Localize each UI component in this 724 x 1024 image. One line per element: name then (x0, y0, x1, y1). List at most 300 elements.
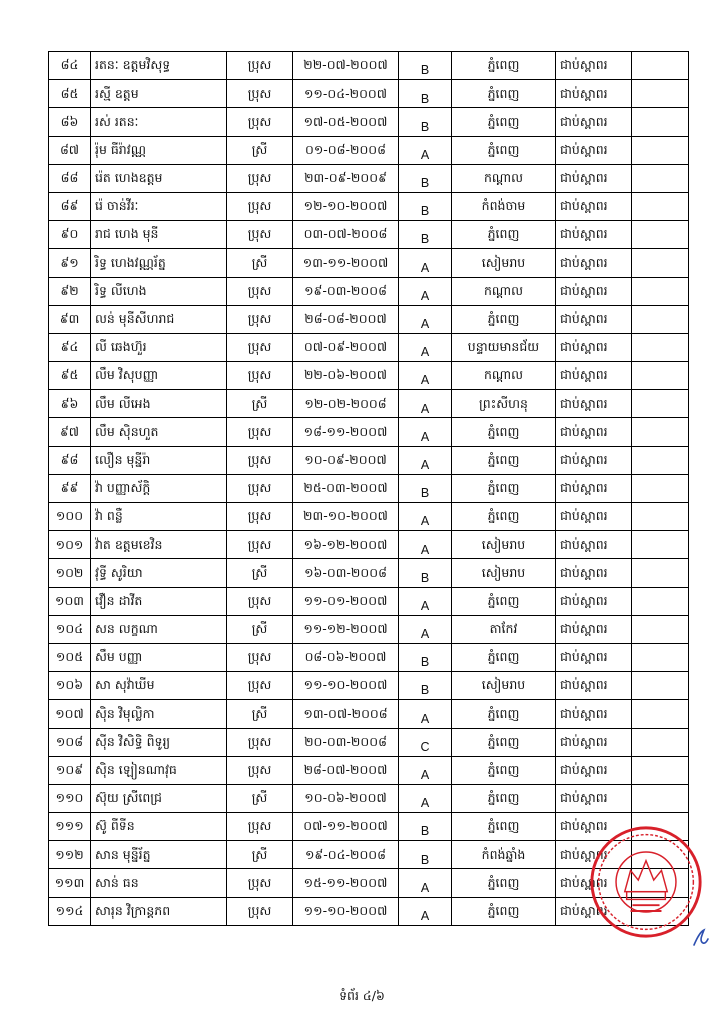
gender: ប្រុស (227, 672, 293, 700)
gender: ប្រុស (227, 728, 293, 756)
date-of-birth: ១៧-០៥-២០០៧ (293, 108, 399, 136)
grade-letter: B (420, 91, 430, 106)
province: ភ្នំពេញ (452, 813, 556, 841)
row-number: ១០០ (49, 503, 91, 531)
student-name: វុទ្ធី សូរិយា (91, 559, 227, 587)
grade (399, 333, 452, 361)
grade (399, 446, 452, 474)
result: ជាប់ស្ពាពរ (556, 559, 632, 587)
student-name: សាន មុន្នីរ័ត្ន (91, 841, 227, 869)
row-number: ៨៤ (49, 52, 91, 80)
date-of-birth: ០៧-០៩-២០០៧ (293, 333, 399, 361)
row-number: ១០៤ (49, 615, 91, 643)
grade-letter: A (420, 401, 430, 416)
gender: ស្រី (227, 784, 293, 812)
grade-letter: B (420, 570, 430, 585)
province: ភ្នំពេញ (452, 587, 556, 615)
grade (399, 503, 452, 531)
grade-letter: B (420, 824, 430, 839)
gender: ប្រុស (227, 164, 293, 192)
grade-letter: A (420, 514, 430, 529)
table-row (49, 52, 689, 80)
grade (399, 869, 452, 897)
date-of-birth: ០៧-១១-២០០៧ (293, 813, 399, 841)
grade-letter: C (420, 739, 430, 754)
empty-cell (632, 756, 689, 784)
grade (399, 249, 452, 277)
row-number: ១១៤ (49, 897, 91, 925)
gender: ប្រុស (227, 897, 293, 925)
province: ភ្នំពេញ (452, 897, 556, 925)
result: ជាប់ស្ពាពរ (556, 587, 632, 615)
date-of-birth: ២៣-១០-២០០៧ (293, 503, 399, 531)
grade (399, 587, 452, 615)
grade-letter: A (420, 880, 430, 895)
student-name: សឹម បញ្ញា (91, 643, 227, 671)
province: តាកែវ (452, 615, 556, 643)
student-name: រស្មី ឧត្តម (91, 80, 227, 108)
row-number: ១០៧ (49, 700, 91, 728)
province: សៀមរាប (452, 559, 556, 587)
province: ភ្នំពេញ (452, 869, 556, 897)
result: ជាប់ស្ពាពរ (556, 52, 632, 80)
student-name: រិទ្ធ ហេងវណ្ណរ័ត្ន (91, 249, 227, 277)
result: ជាប់ស្ពាពរ (556, 136, 632, 164)
table-row (49, 700, 689, 728)
row-number: ៩១ (49, 249, 91, 277)
student-name: ស៊ុយ ស្រីពេជ្រ (91, 784, 227, 812)
table-row (49, 643, 689, 671)
province: ភ្នំពេញ (452, 136, 556, 164)
result: ជាប់ស្ពាពរ (556, 700, 632, 728)
grade-letter: B (420, 119, 430, 134)
date-of-birth: ១១-១០-២០០៧ (293, 897, 399, 925)
table-row (49, 474, 689, 502)
date-of-birth: ១៨-១១-២០០៧ (293, 418, 399, 446)
grade-letter: A (420, 317, 430, 332)
student-name: ស៊ូ ពីទីន (91, 813, 227, 841)
grade (399, 362, 452, 390)
table-row (49, 531, 689, 559)
province: ភ្នំពេញ (452, 756, 556, 784)
school-seal-stamp (588, 824, 704, 940)
grade-letter: B (420, 176, 430, 191)
date-of-birth: ២៥-០៣-២០០៧ (293, 474, 399, 502)
date-of-birth: ១៩-០៣-២០០៨ (293, 277, 399, 305)
row-number: ៨៨ (49, 164, 91, 192)
table-row (49, 136, 689, 164)
table-row (49, 333, 689, 361)
grade-letter: A (420, 711, 430, 726)
result: ជាប់ស្ពាពរ (556, 897, 632, 925)
gender: ប្រុស (227, 813, 293, 841)
empty-cell (632, 700, 689, 728)
seal-graphic (592, 828, 700, 936)
table-row (49, 587, 689, 615)
student-name: វ៉ា បញ្ញាស័ក្តិ (91, 474, 227, 502)
gender: ស្រី (227, 249, 293, 277)
province: កណ្តាល (452, 164, 556, 192)
gender: ស្រី (227, 615, 293, 643)
student-name: ស៊ីន វិសិទ្ធិ ពិទូរ្យ (91, 728, 227, 756)
row-number: ១០១ (49, 531, 91, 559)
grade (399, 615, 452, 643)
empty-cell (632, 333, 689, 361)
grade-letter: A (420, 796, 430, 811)
row-number: ១០៣ (49, 587, 91, 615)
gender: ប្រុស (227, 587, 293, 615)
grade-letter: A (420, 147, 430, 162)
date-of-birth: ១៩-០៤-២០០៨ (293, 841, 399, 869)
grade (399, 221, 452, 249)
grade (399, 756, 452, 784)
table-row (49, 80, 689, 108)
grade-letter: A (420, 457, 430, 472)
handwritten-signature (690, 928, 710, 948)
table-row (49, 108, 689, 136)
student-name: លឹម វិសុបញ្ញា (91, 362, 227, 390)
result: ជាប់ស្ពាពរ (556, 362, 632, 390)
result: ជាប់ស្ពាពរ (556, 80, 632, 108)
province: បន្ទាយមានជ័យ (452, 333, 556, 361)
page-number: ទំព័រ ៤/៦ (339, 988, 385, 1003)
grade (399, 277, 452, 305)
grade (399, 643, 452, 671)
date-of-birth: ២៨-០៧-២០០៧ (293, 756, 399, 784)
gender: ប្រុស (227, 531, 293, 559)
gender: ប្រុស (227, 362, 293, 390)
province: ភ្នំពេញ (452, 643, 556, 671)
date-of-birth: ១៣-១១-២០០៧ (293, 249, 399, 277)
empty-cell (632, 531, 689, 559)
row-number: ៩០ (49, 221, 91, 249)
empty-cell (632, 474, 689, 502)
student-name: រាជ ហេង មុនី (91, 221, 227, 249)
row-number: ១១២ (49, 841, 91, 869)
result: ជាប់ស្ពាពរ (556, 390, 632, 418)
table-row (49, 164, 689, 192)
empty-cell (632, 615, 689, 643)
student-name: វឿន ដាវីត (91, 587, 227, 615)
student-name: សា សុវ៉ាឃីម (91, 672, 227, 700)
row-number: ៩៩ (49, 474, 91, 502)
grade-letter: A (420, 598, 430, 613)
row-number: ៨៦ (49, 108, 91, 136)
date-of-birth: ១២-០២-២០០៨ (293, 390, 399, 418)
empty-cell (632, 559, 689, 587)
gender: ប្រុស (227, 108, 293, 136)
row-number: ៩៣ (49, 305, 91, 333)
empty-cell (632, 672, 689, 700)
empty-cell (632, 192, 689, 220)
gender: ប្រុស (227, 80, 293, 108)
result: ជាប់ស្ពាពរ (556, 643, 632, 671)
grade-letter: B (420, 63, 430, 78)
grade (399, 700, 452, 728)
province: សៀមរាប (452, 249, 556, 277)
empty-cell (632, 418, 689, 446)
student-name: លឹម ស៊ិនហួត (91, 418, 227, 446)
table-row (49, 192, 689, 220)
gender: ប្រុស (227, 52, 293, 80)
gender: ប្រុស (227, 192, 293, 220)
row-number: ៩៧ (49, 418, 91, 446)
result: ជាប់ស្ពាពរ (556, 728, 632, 756)
grade (399, 474, 452, 502)
province: ភ្នំពេញ (452, 503, 556, 531)
grade-letter: B (420, 683, 430, 698)
row-number: ៩៨ (49, 446, 91, 474)
grade (399, 164, 452, 192)
date-of-birth: ១២-១០-២០០៧ (293, 192, 399, 220)
gender: ប្រុស (227, 277, 293, 305)
table-row (49, 728, 689, 756)
date-of-birth: ១១-០៤-២០០៧ (293, 80, 399, 108)
grade (399, 841, 452, 869)
empty-cell (632, 305, 689, 333)
empty-cell (632, 784, 689, 812)
empty-cell (632, 164, 689, 192)
result: ជាប់ស្ពាពរ (556, 221, 632, 249)
student-name: លឹម លីអេង (91, 390, 227, 418)
row-number: ៨៥ (49, 80, 91, 108)
student-name: រ៉ុម ធីរ៉ាវណ្ណ (91, 136, 227, 164)
row-number: ១០៨ (49, 728, 91, 756)
row-number: ១១៣ (49, 869, 91, 897)
table-row (49, 672, 689, 700)
row-number: ៨៩ (49, 192, 91, 220)
row-number: ១០៥ (49, 643, 91, 671)
table-row (49, 615, 689, 643)
province: សៀមរាប (452, 672, 556, 700)
gender: ស្រី (227, 700, 293, 728)
row-number: ៨៧ (49, 136, 91, 164)
gender: ប្រុស (227, 333, 293, 361)
grade (399, 418, 452, 446)
result: ជាប់ស្ពាពរ (556, 615, 632, 643)
province: កំពង់ឆ្នាំង (452, 841, 556, 869)
gender: ស្រី (227, 390, 293, 418)
empty-cell (632, 52, 689, 80)
table-row (49, 756, 689, 784)
date-of-birth: ១៥-១១-២០០៧ (293, 869, 399, 897)
date-of-birth: ១៣-០៧-២០០៨ (293, 700, 399, 728)
province: ភ្នំពេញ (452, 221, 556, 249)
table-row (49, 277, 689, 305)
date-of-birth: ១៦-០៣-២០០៨ (293, 559, 399, 587)
date-of-birth: ១១-១២-២០០៧ (293, 615, 399, 643)
table-row (49, 559, 689, 587)
result: ជាប់ស្ពាពរ (556, 503, 632, 531)
gender: ស្រី (227, 559, 293, 587)
province: ភ្នំពេញ (452, 418, 556, 446)
row-number: ៩២ (49, 277, 91, 305)
empty-cell (632, 362, 689, 390)
result: ជាប់ស្ពាពរ (556, 756, 632, 784)
result: ជាប់ស្ពាពរ (556, 869, 632, 897)
province: ភ្នំពេញ (452, 52, 556, 80)
result: ជាប់ស្ពាពរ (556, 446, 632, 474)
province: ភ្នំពេញ (452, 108, 556, 136)
date-of-birth: ២៣-០៩-២០០៩ (293, 164, 399, 192)
row-number: ១១១ (49, 813, 91, 841)
student-name: រិទ្ធ លីហេង (91, 277, 227, 305)
grade (399, 728, 452, 756)
student-name: រតនៈ ឧត្តមវិសុទ្ធ (91, 52, 227, 80)
grade (399, 80, 452, 108)
date-of-birth: ២២-០៧-២០០៧ (293, 52, 399, 80)
gender: ប្រុស (227, 305, 293, 333)
empty-cell (632, 221, 689, 249)
grade (399, 559, 452, 587)
result: ជាប់ស្ពាពរ (556, 108, 632, 136)
empty-cell (632, 446, 689, 474)
student-name: សារុន វិក្រាន្តភព (91, 897, 227, 925)
student-name: លី ឆេងហ៊ួរ (91, 333, 227, 361)
student-name: វ៉ា ពន្លឺ (91, 503, 227, 531)
province: ភ្នំពេញ (452, 700, 556, 728)
grade (399, 305, 452, 333)
grade (399, 108, 452, 136)
student-results-table (48, 51, 689, 926)
province: កណ្តាល (452, 362, 556, 390)
result: ជាប់ស្ពាពរ (556, 841, 632, 869)
grade-letter: B (420, 486, 430, 501)
grade (399, 531, 452, 559)
grade-letter: A (420, 345, 430, 360)
row-number: ៩៥ (49, 362, 91, 390)
student-name: រស់ រតនៈ (91, 108, 227, 136)
empty-cell (632, 503, 689, 531)
row-number: ១១០ (49, 784, 91, 812)
province: កំពង់ចាម (452, 192, 556, 220)
result: ជាប់ស្ពាពរ (556, 474, 632, 502)
table-row (49, 249, 689, 277)
grade (399, 52, 452, 80)
table-row (49, 784, 689, 812)
grade-letter: A (420, 288, 430, 303)
student-name: វ៉ាត ឧត្តមខេវិន (91, 531, 227, 559)
table-row (49, 221, 689, 249)
empty-cell (632, 643, 689, 671)
grade-letter: A (420, 429, 430, 444)
date-of-birth: ២០-០៣-២០០៨ (293, 728, 399, 756)
result: ជាប់ស្ពាពរ (556, 249, 632, 277)
result: ជាប់ស្ពាពរ (556, 305, 632, 333)
student-name: លឿន មុន្នីរ៉ា (91, 446, 227, 474)
province: ភ្នំពេញ (452, 305, 556, 333)
date-of-birth: ១១-០១-២០០៧ (293, 587, 399, 615)
grade-letter: A (420, 373, 430, 388)
gender: ប្រុស (227, 474, 293, 502)
grade (399, 672, 452, 700)
student-name: ស៊ិន វិមុល្លិកា (91, 700, 227, 728)
date-of-birth: ០៨-០៦-២០០៧ (293, 643, 399, 671)
gender: ស្រី (227, 841, 293, 869)
result: ជាប់ស្ពាពរ (556, 784, 632, 812)
grade-letter: A (420, 542, 430, 557)
gender: ប្រុស (227, 643, 293, 671)
row-number: ១០៦ (49, 672, 91, 700)
result: ជាប់ស្ពាពរ (556, 531, 632, 559)
province: ភ្នំពេញ (452, 728, 556, 756)
row-number: ១០២ (49, 559, 91, 587)
gender: ប្រុស (227, 221, 293, 249)
empty-cell (632, 136, 689, 164)
empty-cell (632, 277, 689, 305)
grade (399, 136, 452, 164)
result: ជាប់ស្ពាពរ (556, 192, 632, 220)
grade-letter: A (420, 908, 430, 923)
table-row (49, 305, 689, 333)
table-body (49, 52, 689, 926)
student-name: សន លក្ខណា (91, 615, 227, 643)
grade (399, 390, 452, 418)
student-name: ស៊ិន ឡៀនណាវុធ (91, 756, 227, 784)
row-number: ៩៦ (49, 390, 91, 418)
date-of-birth: ២៨-០៨-២០០៧ (293, 305, 399, 333)
grade (399, 897, 452, 925)
date-of-birth: ១១-១០-២០០៧ (293, 672, 399, 700)
gender: ប្រុស (227, 418, 293, 446)
row-number: ៩៤ (49, 333, 91, 361)
grade (399, 192, 452, 220)
result: ជាប់ស្ពាពរ (556, 164, 632, 192)
result: ជាប់ស្ពាពរ (556, 813, 632, 841)
grade-letter: A (420, 260, 430, 275)
result: ជាប់ស្ពាពរ (556, 277, 632, 305)
empty-cell (632, 108, 689, 136)
grade (399, 813, 452, 841)
empty-cell (632, 390, 689, 418)
gender: ប្រុស (227, 869, 293, 897)
student-name: រ៉េត ហេងឧត្តម (91, 164, 227, 192)
result: ជាប់ស្ពាពរ (556, 418, 632, 446)
table-row (49, 503, 689, 531)
date-of-birth: ០៣-០៧-២០០៨ (293, 221, 399, 249)
empty-cell (632, 728, 689, 756)
province: កណ្តាល (452, 277, 556, 305)
gender: ប្រុស (227, 446, 293, 474)
result: ជាប់ស្ពាពរ (556, 672, 632, 700)
result: ជាប់ស្ពាពរ (556, 333, 632, 361)
grade (399, 784, 452, 812)
date-of-birth: ១៦-១២-២០០៧ (293, 531, 399, 559)
grade-letter: B (420, 852, 430, 867)
empty-cell (632, 249, 689, 277)
date-of-birth: ១០-០៩-២០០៧ (293, 446, 399, 474)
row-number: ១០៩ (49, 756, 91, 784)
empty-cell (632, 587, 689, 615)
empty-cell (632, 80, 689, 108)
gender: ស្រី (227, 136, 293, 164)
province: ភ្នំពេញ (452, 446, 556, 474)
grade-letter: A (420, 768, 430, 783)
student-name: លន់ មុនីសីហរាជ (91, 305, 227, 333)
table-row (49, 418, 689, 446)
date-of-birth: ២២-០៦-២០០៧ (293, 362, 399, 390)
province: ភ្នំពេញ (452, 474, 556, 502)
grade-letter: B (420, 232, 430, 247)
province: ភ្នំពេញ (452, 784, 556, 812)
table-row (49, 446, 689, 474)
table-row (49, 362, 689, 390)
student-name: រ៉េ ចាន់វីរៈ (91, 192, 227, 220)
gender: ប្រុស (227, 756, 293, 784)
date-of-birth: ១០-០៦-២០០៧ (293, 784, 399, 812)
grade-letter: B (420, 655, 430, 670)
province: ព្រះសីហនុ (452, 390, 556, 418)
